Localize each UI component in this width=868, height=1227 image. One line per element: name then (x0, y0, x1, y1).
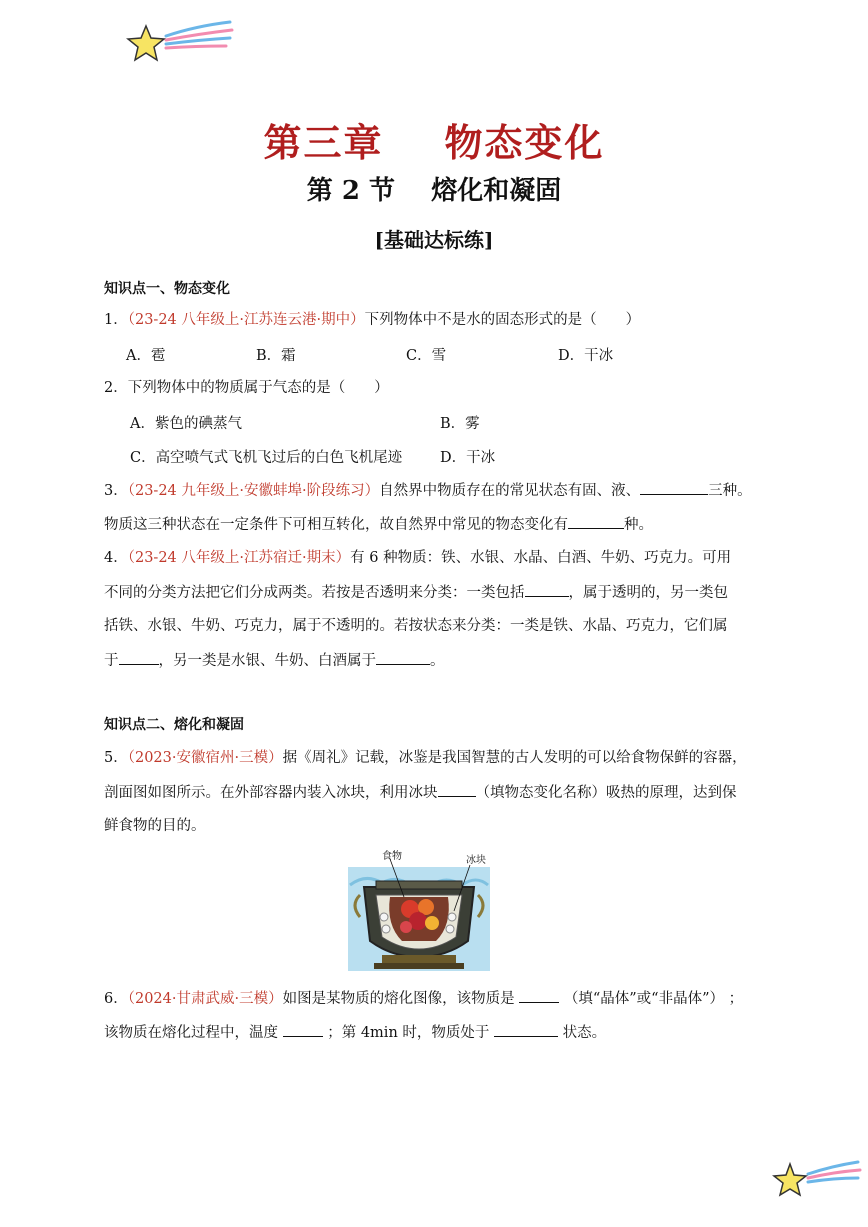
ice-box-figure (346, 845, 492, 973)
option-b: B．雾 (440, 416, 480, 432)
question-5-line-2 (104, 782, 737, 803)
question-2 (104, 378, 389, 398)
answer-blank (525, 582, 569, 597)
question-text: 如图是某物质的熔化图像，该物质是 (282, 991, 515, 1007)
question-source: （2024·甘肃武威·三模） (127, 991, 283, 1007)
question-3-line-2 (104, 514, 653, 535)
question-number: 1． (104, 312, 128, 328)
figure-label-ice: 冰块 (466, 855, 486, 866)
question-text: 据《周礼》记载，冰鉴是我国智慧的古人发明的可以给食物保鲜的容器， (282, 750, 747, 766)
answer-blank (119, 650, 159, 665)
knowledge-point-2: 知识点二、熔化和凝固 (104, 717, 244, 733)
question-3 (104, 480, 752, 501)
question-4-line-4 (104, 650, 445, 671)
question-source: （23-24 九年级上·安徽蚌埠·阶段练习） (127, 483, 380, 499)
figure-label-food: 食物 (382, 851, 402, 862)
question-source: （23-24 八年级上·江苏连云港·期中） (127, 312, 365, 328)
answer-blank (376, 650, 430, 665)
question-text: 三种。 (708, 483, 752, 499)
question-number: 6． (104, 991, 128, 1007)
option-c: C．高空喷气式飞机飞过后的白色飞机尾迹 (130, 450, 403, 466)
question-text: ； (728, 991, 744, 1007)
question-number: 5． (104, 750, 128, 766)
section-title: 第 2 节 熔化和凝固 (306, 176, 562, 206)
question-text: 不同的分类方法把它们分成两类。若按是否透明来分类：一类包括 (104, 585, 525, 601)
question-6 (104, 988, 743, 1009)
question-text: 下列物体中的物质属于气态的是（ ） (127, 380, 389, 396)
knowledge-point-1: 知识点一、物态变化 (104, 281, 230, 297)
question-6-line-2 (104, 1022, 606, 1043)
question-text: 于 (104, 653, 119, 669)
chapter-title: 第三章 物态变化 (263, 120, 605, 165)
question-number: 2． (104, 380, 128, 396)
question-5-line-3: 鲜食物的目的。 (104, 818, 206, 834)
question-4-line-2 (104, 582, 728, 603)
question-text: 下列物体中不是水的固态形式的是（ ） (364, 312, 641, 328)
question-text: 有 6 种物质：铁、水银、水晶、白酒、牛奶、巧克力。可用 (350, 550, 732, 566)
question-text: ，属于透明的，另一类包 (568, 585, 728, 601)
option-d: D．干冰 (440, 450, 496, 466)
question-1 (104, 310, 640, 330)
question-text: （填“晶体”或“非晶体”） (563, 991, 724, 1007)
answer-blank (568, 514, 624, 529)
question-text: 。 (430, 653, 445, 669)
question-text: ，另一类是水银、牛奶、白酒属于 (158, 653, 376, 669)
option-c: C．雪 (406, 348, 447, 364)
answer-blank (640, 480, 708, 495)
option-b: B．霜 (256, 348, 296, 364)
question-text: 物质这三种状态在一定条件下可相互转化，故自然界中常见的物态变化有 (104, 517, 568, 533)
answer-blank (438, 782, 476, 797)
question-text: 自然界中物质存在的常见状态有固、液、 (379, 483, 641, 499)
question-number: 3． (104, 483, 128, 499)
question-number: 4． (104, 550, 128, 566)
question-text: 种。 (624, 517, 653, 533)
answer-blank (519, 988, 559, 1003)
question-text: （填物态变化名称）吸热的原理，达到保 (475, 785, 737, 801)
question-4-line-3: 括铁、水银、牛奶、巧克力，属于不透明的。若按状态来分类：一类是铁、水晶、巧克力，它们属 (104, 618, 728, 634)
answer-blank (494, 1022, 558, 1037)
question-4 (104, 548, 731, 568)
option-a: A．雹 (126, 348, 166, 364)
question-text: 该物质在熔化过程中，温度 (104, 1025, 278, 1041)
practice-title: [基础达标练] (374, 228, 494, 252)
question-source: （2023·安徽宿州·三模） (127, 750, 283, 766)
question-5 (104, 748, 747, 768)
question-text: 状态。 (562, 1025, 607, 1041)
option-a: A．紫色的碘蒸气 (130, 416, 242, 432)
answer-blank (283, 1022, 323, 1037)
question-text: 剖面图如图所示。在外部容器内装入冰块，利用冰块 (104, 785, 438, 801)
shooting-star-icon (126, 18, 236, 68)
question-text: ；第 4min 时，物质处于 (327, 1025, 490, 1041)
shooting-star-icon (772, 1158, 862, 1202)
question-source: （23-24 八年级上·江苏宿迁·期末） (127, 550, 351, 566)
option-d: D．干冰 (558, 348, 614, 364)
